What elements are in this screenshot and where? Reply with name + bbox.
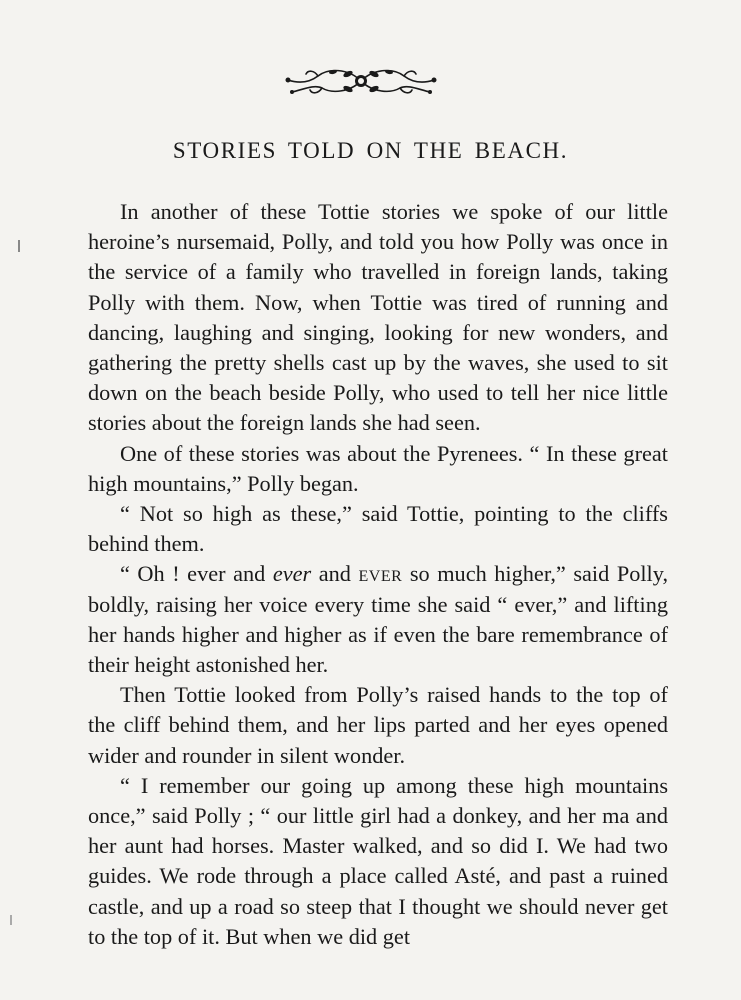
paragraph-3: “ Not so high as these,” said Tottie, pointing to the cliffs behind them. [88, 501, 668, 557]
paragraph-6: “ I remember our going up among these high mountains once,” said Polly ; “ our little girl had a donkey, and her ma and her aunt had horses. Master walked, and so did I. We had two guides. We rode through a place called Asté, and past a ruined castle, and up a road so steep that I thought we should never get to the top of it. But when we did get [88, 772, 668, 949]
margin-tick-left-1 [18, 240, 20, 252]
paragraph-4-part-a: “ Oh ! ever and [120, 561, 266, 587]
floral-scroll-icon [278, 62, 444, 100]
paragraph-4-emphasis: ever [272, 561, 312, 587]
story-body [88, 197, 668, 952]
paragraph-1: In another of these Tottie stories we spoke of our little heroine’s nursemaid, Polly, and told you how Polly was once in the service of a family who travelled in foreign lands, taking Polly with them. Now, when Tottie was tired of running and dancing, laughing and singing, looking for new wonders, and gathering the pretty shells cast up by the waves, she used to sit down on the beach beside Polly, who used to tell her nice little stories about the foreign lands she had seen. [88, 199, 668, 436]
paragraph-5: Then Tottie looked from Polly’s raised hands to the top of the cliff behind them, and her lips parted and her eyes opened wider and rounder in silent wonder. [88, 682, 668, 768]
paragraph-4 [88, 559, 668, 680]
page-title: STORIES TOLD ON THE BEACH. [172, 138, 569, 163]
paragraph-4-part-c: and [318, 561, 351, 587]
paragraph-4-part-e: so much higher,” said Polly, boldly, raising her voice every time she said “ ever,” and lifting her hands higher and higher as if even the bare remembrance of their height astonished her. [88, 561, 669, 678]
margin-tick-left-2 [10, 915, 12, 925]
paragraph-2: One of these stories was about the Pyrenees. “ In these great high mountains,” Polly began. [88, 440, 668, 496]
paragraph-4-small-caps: ever [358, 561, 403, 587]
